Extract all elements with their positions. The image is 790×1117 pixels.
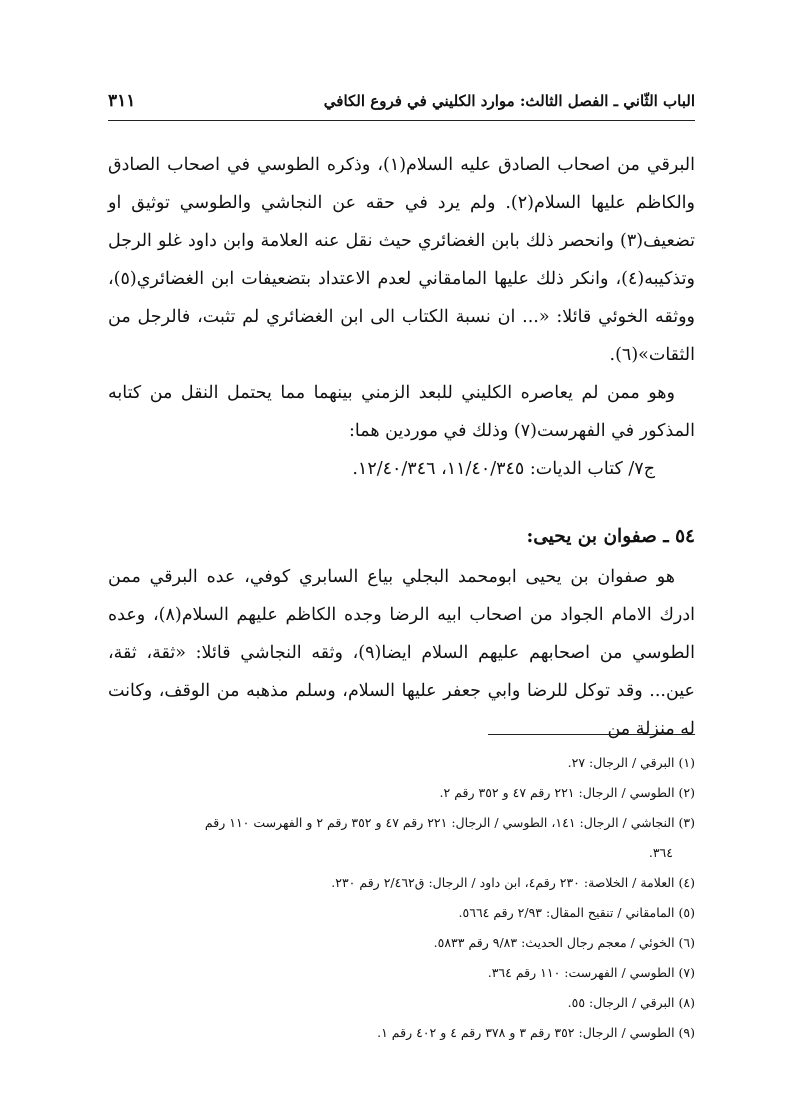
footnotes (108, 748, 695, 1048)
citation-line: ج٧/ كتاب الديات: ١١/٤٠/٣٤٥، ١٢/٤٠/٣٤٦. (352, 459, 655, 479)
page-number: ٣١١ (108, 91, 136, 111)
footnote-3-continued: ٣٦٤. (648, 845, 673, 860)
footnote-9: (٩) الطوسي / الرجال: ٣٥٢ رقم ٣ و ٣٧٨ رقم ٤ و ٤٠٢ رقم ١. (377, 1025, 695, 1040)
section-title: ٥٤ ـ صفوان بن يحيى: (526, 526, 695, 547)
footnote-5: (٥) المامقاني / تنقيح المقال: ٢/٩٣ رقم ٥٦٦٤. (458, 905, 695, 920)
footnote-7: (٧) الطوسي / الفهرست: ١١٠ رقم ٣٦٤. (487, 965, 695, 980)
paragraph-3: هو صفوان بن يحيى ابومحمد البجلي بياع السابري كوفي، عده البرقي ممن ادرك الامام الجواد من اصحاب ابيه الرضا وجده الكاظم عليهم السلام(٨)، وعده الطوسي من اصحابهم عليهم السلام ايضا(٩)، وثقه النجاشي قائلا: «ثقة، ثقة، عين... وقد توكل للرضا وابي جعفر عليها السلام، وسلم مذهبه من الوقف، وكانت له منزلة من (108, 567, 695, 739)
footnote-3: (٣) النجاشي / الرجال: ١٤١، الطوسي / الرجال: ٢٢١ رقم ٤٧ و ٣٥٢ رقم ٢ و الفهرست ١١٠ رقم (204, 815, 695, 830)
paragraph-1: البرقي من اصحاب الصادق عليه السلام(١)، وذكره الطوسي في اصحاب الصادق والكاظم عليها السلام(٢). ولم يرد في حقه عن النجاشي والطوسي توثيق او تضعيف(٣) وانحصر ذلك بابن الغضائري حيث نقل عنه العلامة وابن داود غلو الرجل وتذكيبه(٤)، وانكر ذلك عليها المامقاني لعدم الاعتداد بتضعيفات ابن الغضائري(٥)، ووثقه الخوئي قائلا: «... ان نسبة الكتاب الى ابن الغضائري لم تثبت، فالرجل من الثقات»(٦). (108, 155, 695, 365)
header-divider (108, 120, 695, 121)
main-text (108, 146, 695, 748)
page-header (108, 84, 695, 118)
footnote-8: (٨) البرقي / الرجال: ٥٥. (567, 995, 695, 1010)
footnote-1: (١) البرقي / الرجال: ٢٧. (567, 755, 695, 770)
running-head: الباب الثّاني ـ الفصل الثالث: موارد الكليني في فروع الكافي (323, 92, 695, 110)
footnote-4: (٤) العلامة / الخلاصة: ٢٣٠ رقم٤، ابن داود / الرجال: ق٢/٤٦٢ رقم ٢٣٠. (331, 875, 695, 890)
footnote-2: (٢) الطوسي / الرجال: ٢٢١ رقم ٤٧ و ٣٥٢ رقم ٢. (439, 785, 695, 800)
footnote-divider (488, 734, 695, 735)
footnote-6: (٦) الخوئي / معجم رجال الحديث: ٩/٨٣ رقم ٥٨٣٣. (433, 935, 695, 950)
paragraph-2: وهو ممن لم يعاصره الكليني للبعد الزمني بينهما مما يحتمل النقل من كتابه المذكور في الفهرست(٧) وذلك في موردين هما: (108, 383, 695, 441)
